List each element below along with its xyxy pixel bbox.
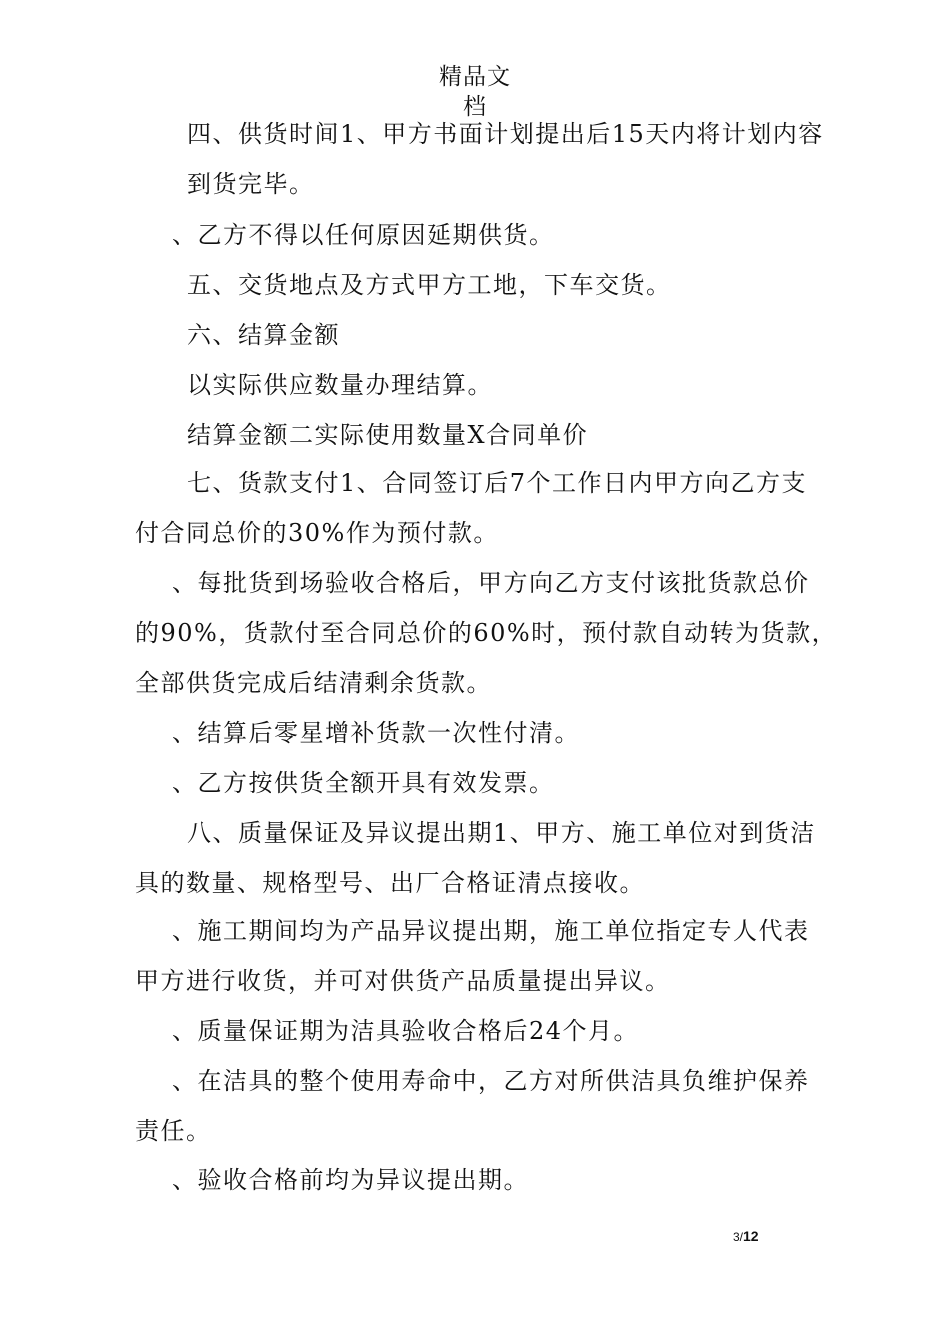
text-line: 、乙方不得以任何原因延期供货。: [172, 221, 555, 249]
paragraph: [172, 1155, 529, 1205]
text-line: 四、供货时间1、甲方书面计划提出后15天内将计划内容: [187, 120, 824, 148]
header-line-1: 精品文: [439, 64, 511, 90]
text-line: 五、交货地点及方式甲方工地，下车交货。: [187, 271, 672, 299]
page-number: [733, 1228, 759, 1245]
text-line: 付合同总价的30%作为预付款。: [135, 519, 499, 547]
paragraph: [187, 410, 588, 460]
paragraph: [187, 310, 340, 360]
page-current: 3/: [733, 1230, 744, 1244]
text-line: 全部供货完成后结清剩余货款。: [135, 669, 492, 697]
page-total: 12: [743, 1228, 759, 1244]
text-line: 六、结算金额: [187, 321, 340, 349]
text-line: 、结算后零星增补货款一次性付清。: [172, 719, 580, 747]
text-line: 甲方进行收货，并可对供货产品质量提出异议。: [135, 967, 671, 995]
text-line: 八、质量保证及异议提出期1、甲方、施工单位对到货洁: [187, 819, 816, 847]
paragraph: [135, 808, 816, 908]
text-line: 、质量保证期为洁具验收合格后24个月。: [172, 1017, 640, 1045]
paragraph: [135, 1056, 810, 1156]
paragraph: [135, 458, 807, 558]
paragraph: [135, 558, 837, 708]
paragraph: [187, 260, 672, 310]
text-line: 、施工期间均为产品异议提出期，施工单位指定专人代表: [172, 917, 810, 945]
text-line: 、在洁具的整个使用寿命中，乙方对所供洁具负维护保养: [172, 1067, 810, 1095]
header-line-2: 档: [463, 94, 487, 120]
text-line: 的90%，货款付至合同总价的60%时，预付款自动转为货款，: [135, 619, 838, 647]
text-line: 、验收合格前均为异议提出期。: [172, 1166, 529, 1194]
paragraph: [172, 758, 555, 808]
text-line: 、乙方按供货全额开具有效发票。: [172, 769, 555, 797]
paragraph: [187, 360, 493, 410]
paragraph: [135, 906, 810, 1006]
paragraph: [172, 708, 580, 758]
text-line: 结算金额二实际使用数量X合同单价: [187, 421, 589, 449]
text-line: 以实际供应数量办理结算。: [187, 371, 493, 399]
text-line: 七、货款支付1、合同签订后7个工作日内甲方向乙方支: [187, 469, 808, 497]
text-line: 具的数量、规格型号、出厂合格证清点接收。: [135, 869, 645, 897]
text-line: 、每批货到场验收合格后，甲方向乙方支付该批货款总价: [172, 569, 810, 597]
text-line: 责任。: [135, 1117, 212, 1145]
paragraph: [172, 210, 555, 260]
text-line: 到货完毕。: [187, 170, 315, 198]
paragraph: [187, 109, 824, 209]
paragraph: [172, 1006, 639, 1056]
